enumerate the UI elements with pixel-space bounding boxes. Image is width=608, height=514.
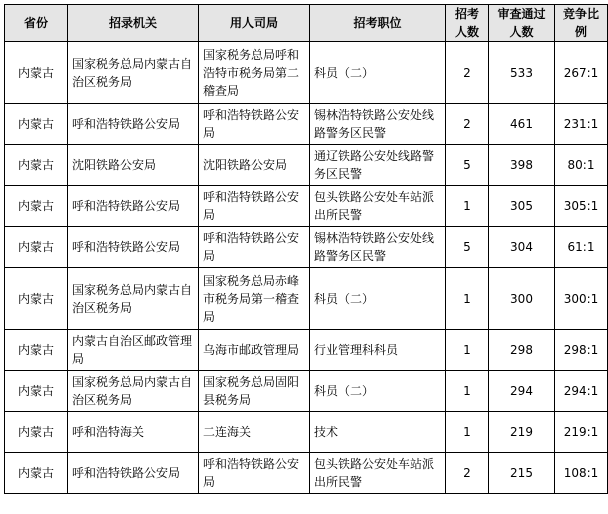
cell-agency: 呼和浩特铁路公安局: [68, 186, 199, 227]
cell-ratio: 219:1: [555, 412, 608, 453]
cell-bureau: 呼和浩特铁路公安局: [199, 104, 310, 145]
cell-agency: 呼和浩特铁路公安局: [68, 453, 199, 494]
cell-province: 内蒙古: [5, 412, 68, 453]
cell-province: 内蒙古: [5, 371, 68, 412]
cell-quota: 2: [446, 453, 489, 494]
cell-quota: 1: [446, 330, 489, 371]
cell-agency: 内蒙古自治区邮政管理局: [68, 330, 199, 371]
header-passed: 审查通过人数: [489, 5, 555, 42]
cell-province: 内蒙古: [5, 42, 68, 104]
cell-province: 内蒙古: [5, 453, 68, 494]
cell-passed: 305: [489, 186, 555, 227]
table-row: [5, 453, 608, 494]
cell-ratio: 305:1: [555, 186, 608, 227]
cell-bureau: 国家税务总局呼和浩特市税务局第二稽查局: [199, 42, 310, 104]
cell-ratio: 298:1: [555, 330, 608, 371]
header-province: 省份: [5, 5, 68, 42]
cell-position: 通辽铁路公安处线路警务区民警: [310, 145, 446, 186]
table-row: [5, 330, 608, 371]
cell-quota: 1: [446, 371, 489, 412]
cell-position: 锡林浩特铁路公安处线路警务区民警: [310, 227, 446, 268]
cell-position: 技术: [310, 412, 446, 453]
cell-quota: 1: [446, 268, 489, 330]
cell-passed: 398: [489, 145, 555, 186]
cell-position: 包头铁路公安处车站派出所民警: [310, 186, 446, 227]
table-row: [5, 104, 608, 145]
cell-passed: 294: [489, 371, 555, 412]
table-row: [5, 371, 608, 412]
cell-bureau: 呼和浩特铁路公安局: [199, 227, 310, 268]
header-position: 招考职位: [310, 5, 446, 42]
cell-bureau: 乌海市邮政管理局: [199, 330, 310, 371]
cell-bureau: 呼和浩特铁路公安局: [199, 186, 310, 227]
table-row: [5, 145, 608, 186]
cell-agency: 国家税务总局内蒙古自治区税务局: [68, 268, 199, 330]
cell-position: 行业管理科科员: [310, 330, 446, 371]
cell-ratio: 300:1: [555, 268, 608, 330]
cell-agency: 国家税务总局内蒙古自治区税务局: [68, 42, 199, 104]
cell-passed: 533: [489, 42, 555, 104]
header-quota: 招考人数: [446, 5, 489, 42]
table-wrapper: [4, 4, 608, 494]
cell-agency: 国家税务总局内蒙古自治区税务局: [68, 371, 199, 412]
cell-ratio: 108:1: [555, 453, 608, 494]
cell-quota: 5: [446, 227, 489, 268]
cell-passed: 461: [489, 104, 555, 145]
cell-province: 内蒙古: [5, 330, 68, 371]
cell-bureau: 沈阳铁路公安局: [199, 145, 310, 186]
cell-position: 包头铁路公安处车站派出所民警: [310, 453, 446, 494]
cell-province: 内蒙古: [5, 227, 68, 268]
cell-quota: 1: [446, 412, 489, 453]
cell-passed: 304: [489, 227, 555, 268]
cell-bureau: 呼和浩特铁路公安局: [199, 453, 310, 494]
cell-position: 科员（二）: [310, 371, 446, 412]
table-row: [5, 42, 608, 104]
table-row: [5, 412, 608, 453]
cell-bureau: 国家税务总局赤峰市税务局第一稽查局: [199, 268, 310, 330]
cell-quota: 1: [446, 186, 489, 227]
cell-province: 内蒙古: [5, 268, 68, 330]
cell-bureau: 国家税务总局固阳县税务局: [199, 371, 310, 412]
cell-agency: 沈阳铁路公安局: [68, 145, 199, 186]
cell-province: 内蒙古: [5, 186, 68, 227]
cell-position: 科员（二）: [310, 268, 446, 330]
cell-position: 科员（二）: [310, 42, 446, 104]
recruitment-table: [4, 4, 608, 494]
header-employing-bureau: 用人司局: [199, 5, 310, 42]
header-ratio: 竞争比例: [555, 5, 608, 42]
cell-province: 内蒙古: [5, 104, 68, 145]
cell-bureau: 二连海关: [199, 412, 310, 453]
cell-ratio: 294:1: [555, 371, 608, 412]
cell-passed: 298: [489, 330, 555, 371]
cell-passed: 219: [489, 412, 555, 453]
cell-ratio: 267:1: [555, 42, 608, 104]
cell-position: 锡林浩特铁路公安处线路警务区民警: [310, 104, 446, 145]
cell-quota: 2: [446, 104, 489, 145]
cell-agency: 呼和浩特海关: [68, 412, 199, 453]
table-row: [5, 227, 608, 268]
cell-agency: 呼和浩特铁路公安局: [68, 104, 199, 145]
cell-agency: 呼和浩特铁路公安局: [68, 227, 199, 268]
table-row: [5, 186, 608, 227]
cell-quota: 2: [446, 42, 489, 104]
cell-quota: 5: [446, 145, 489, 186]
cell-ratio: 80:1: [555, 145, 608, 186]
table-row: [5, 268, 608, 330]
header-row: [5, 5, 608, 42]
header-recruiting-agency: 招录机关: [68, 5, 199, 42]
cell-passed: 215: [489, 453, 555, 494]
cell-ratio: 231:1: [555, 104, 608, 145]
cell-province: 内蒙古: [5, 145, 68, 186]
cell-passed: 300: [489, 268, 555, 330]
cell-ratio: 61:1: [555, 227, 608, 268]
